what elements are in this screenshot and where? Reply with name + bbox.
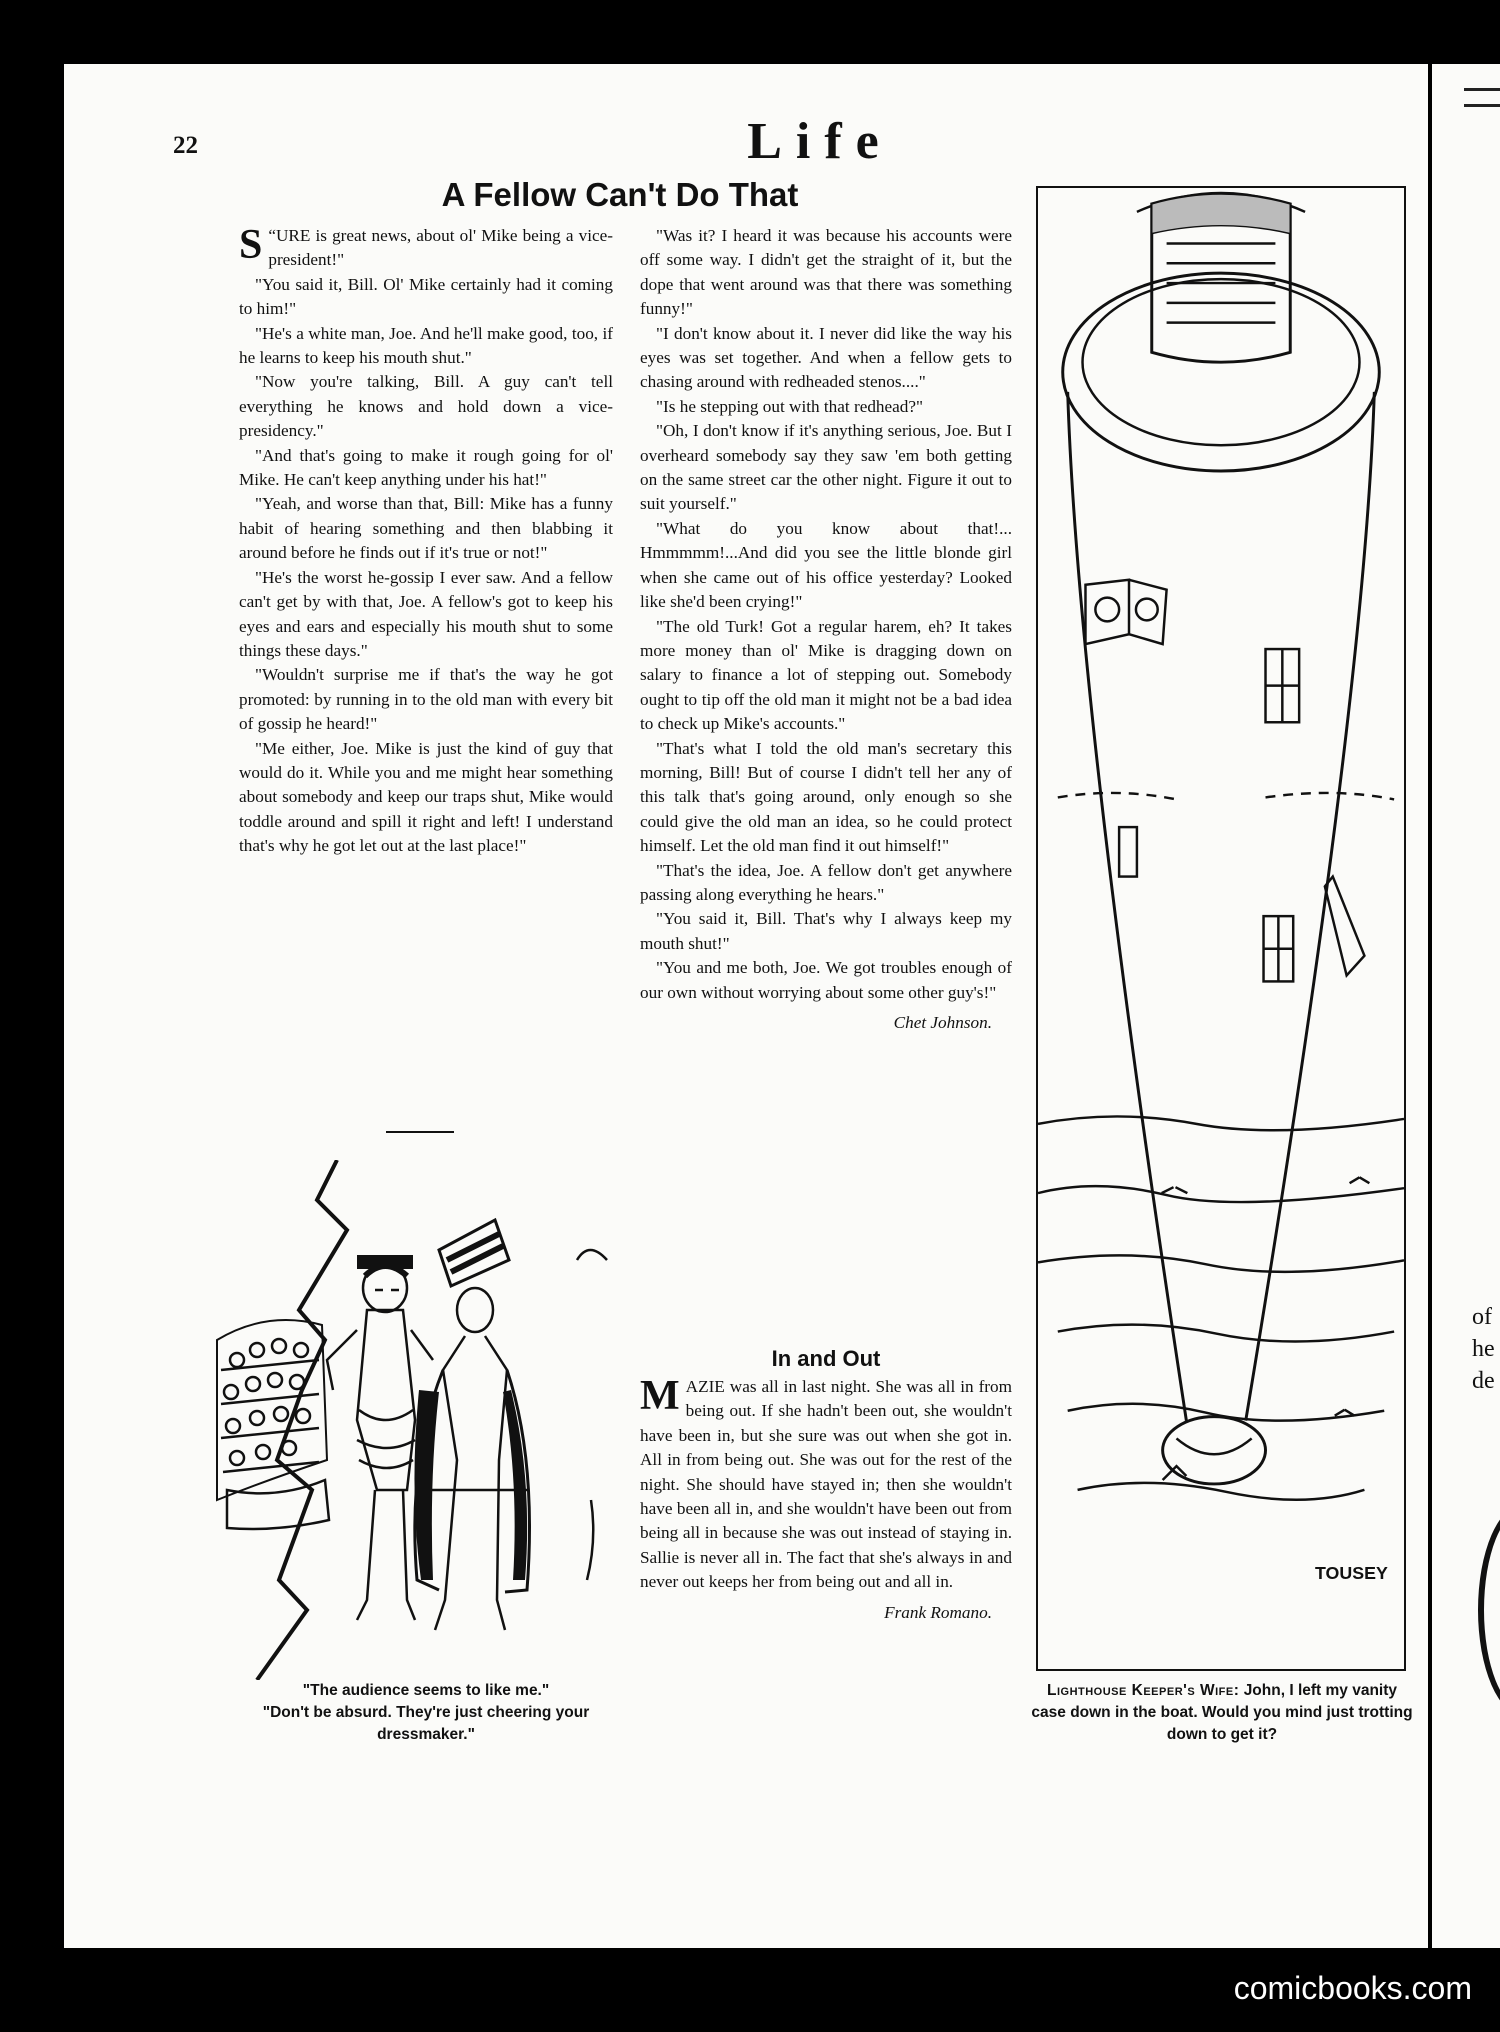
paragraph: "Yeah, and worse than that, Bill: Mike has a funny habit of hearing something and then blabbing it around before he finds out if it's true or not!" xyxy=(239,494,613,563)
paragraph: "That's what I told the old man's secretary this morning, Bill! But of course I didn't tell her any of this talk that's going around, only enough so she could give the old man an idea, so he could protect himself. Let the old man find it out himself!" xyxy=(640,738,1012,856)
paragraph: "You and me both, Joe. We got troubles enough of our own without worrying about some other guy's!" xyxy=(640,958,1012,1002)
paragraph: "The old Turk! Got a regular harem, eh? It takes more money than ol' Mike is dragging down on salary to finance a lot of stepping out. Somebody ought to tip off the old man it might not be a bad idea to check up Mike's accounts." xyxy=(640,616,1012,734)
drop-cap: M xyxy=(640,1373,680,1419)
masthead: Life xyxy=(747,113,893,170)
article-byline: Chet Johnson. xyxy=(893,1013,992,1032)
stage-cartoon-caption xyxy=(226,1680,626,1746)
article-column-1 xyxy=(239,224,613,859)
caption-line: "The audience seems to like me." xyxy=(302,1682,550,1699)
next-page-rule xyxy=(1464,88,1500,91)
paragraph: "Now you're talking, Bill. A guy can't tell everything he knows and hold down a vice-presidency." xyxy=(239,372,613,441)
paragraph: "You said it, Bill. That's why I always keep my mouth shut!" xyxy=(640,909,1012,953)
next-page-fragment: he xyxy=(1472,1336,1495,1362)
caption-speaker: Lighthouse Keeper's Wife: xyxy=(1046,1682,1240,1699)
next-page-rule xyxy=(1464,104,1500,107)
article-title: A Fellow Can't Do That xyxy=(441,176,799,213)
article-column-2 xyxy=(640,224,1012,1035)
caption-text: John, I left my vanity case down in the boat. Would you mind just trotting down to get it? xyxy=(1031,1682,1413,1743)
paragraph: “ S URE is great news, about ol' Mike being a vice-president!" xyxy=(239,222,613,270)
site-watermark: comicbooks.com xyxy=(1233,1970,1472,2006)
artist-signature: TOUSEY xyxy=(1314,1562,1388,1583)
next-page-edge xyxy=(1432,64,1500,1948)
story2-body xyxy=(640,1375,1012,1625)
paragraph: "That's the idea, Joe. A fellow don't get anywhere passing along everything he hears." xyxy=(640,860,1012,904)
paragraph: "He's a white man, Joe. And he'll make good, too, if he learns to keep his mouth shut." xyxy=(239,323,613,368)
next-page-fragment: de xyxy=(1472,1368,1495,1394)
caption-line: "Don't be absurd. They're just cheering your dressmaker." xyxy=(262,1704,590,1743)
next-page-fragment: of xyxy=(1472,1304,1492,1330)
lighthouse-cartoon-caption xyxy=(1030,1680,1414,1746)
next-page-illustration-edge xyxy=(1478,1504,1500,1716)
paragraph: "What do you know about that!... Hmmmmm!...And did you see the little blonde girl when she came out of his office yesterday? Looked like she'd been crying!" xyxy=(640,518,1012,612)
paragraph: "You said it, Bill. Ol' Mike certainly had it coming to him!" xyxy=(239,274,613,319)
section-divider xyxy=(386,1131,454,1133)
paragraph: "Wouldn't surprise me if that's the way he got promoted: by running in to the old man with every bit of gossip he heard!" xyxy=(239,665,613,734)
paragraph: "Was it? I heard it was because his accounts were off some way. I didn't get the straight of it, but the dope that went around was that there was something funny!" xyxy=(640,226,1012,319)
paragraph: "Is he stepping out with that redhead?" xyxy=(656,396,924,416)
lighthouse-cartoon xyxy=(1036,186,1406,1671)
page-number: 22 xyxy=(173,132,198,159)
story2-title: In and Out xyxy=(771,1346,881,1371)
stage-cartoon xyxy=(207,1160,627,1680)
paragraph: "Oh, I don't know if it's anything serious, Joe. But I overheard somebody say they saw 'em both getting on the same street car the other night. Figure it out to suit yourself." xyxy=(640,421,1012,514)
paragraph: "And that's going to make it rough going for ol' Mike. He can't keep anything under his hat!" xyxy=(239,445,613,490)
paragraph: "He's the worst he-gossip I ever saw. And a fellow can't get by with that, Joe. A fellow's got to keep his eyes and ears and especially his mouth shut to some things these days." xyxy=(239,567,613,660)
paragraph: "I don't know about it. I never did like the way his eyes was set together. And when a fellow gets to chasing around with redheaded stenos...." xyxy=(640,323,1012,392)
paragraph: "Me either, Joe. Mike is just the kind of guy that would do it. While you and me might hear something about somebody and keep our traps shut, Mike would toddle around and spill it right and left! I understand that's why he got let out at the last place!" xyxy=(239,738,613,856)
paragraph: MAZIE was all in last night. She was all in from being out. If she hadn't been out, she wouldn't have been in, but she sure was out when she got in. All in from being out. She was out for the rest of the night. She should have stayed in; then she wouldn't have been all in, and she wouldn't have been out from being all in because she was out instead of staying in. Sallie is never all in. The fact that she's always in and never out keeps her from being out and all in. xyxy=(640,1373,1012,1592)
story2-byline: Frank Romano. xyxy=(884,1602,992,1622)
drop-cap: S xyxy=(239,222,263,268)
